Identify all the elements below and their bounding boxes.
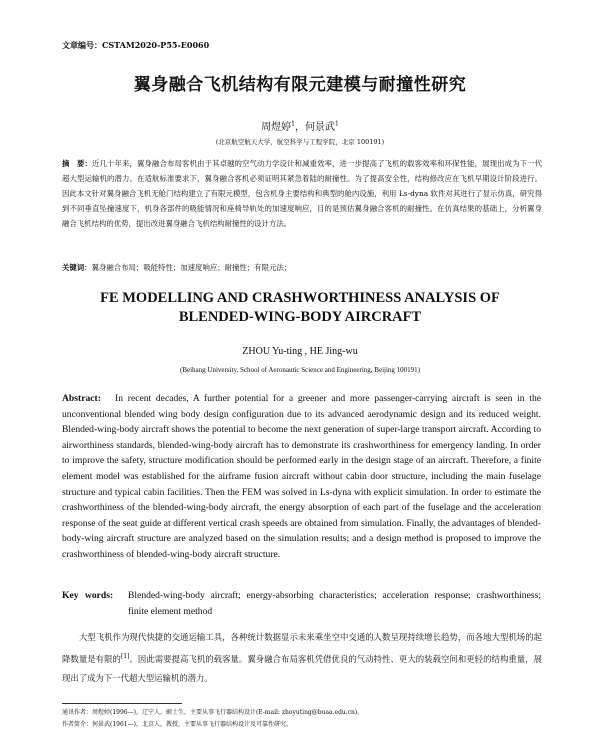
english-abstract	[62, 391, 541, 563]
introduction-text-2: 。因此需要提高飞机的载客量。翼身融合布局客机凭借优良的气动特性、更大的装载空间和更轻的结构重量，展现出了成为下一代超大型运输机的潜力。	[62, 653, 542, 683]
document-id: 文章编号：CSTAM2020-P55-E0060	[62, 40, 210, 50]
footnote-divider	[62, 703, 182, 704]
footnote-corresponding-author: 通讯作者：周煜婷(1996—)，辽宁人，硕士生，主要从事飞行器结构设计(E-mail: zhoyuting@buaa.edu.cn)。	[62, 709, 364, 716]
english-abstract-label: Abstract:	[62, 393, 101, 404]
chinese-abstract	[62, 156, 542, 231]
english-keywords-label: Key words:	[62, 590, 114, 601]
english-keywords-text: Blended-wing-body aircraft; energy-absorbing characteristics; acceleration response; crashworthiness; finite element method	[128, 590, 541, 617]
chinese-keywords-text: 翼身融合布局；吸能特性；加速度响应；耐撞性；有限元法；	[91, 263, 292, 272]
chinese-title: 翼身融合飞机结构有限元建模与耐撞性研究	[133, 75, 467, 95]
chinese-affiliation: (北京航空航天大学，航空科学与工程学院，北京 100191)	[215, 138, 385, 146]
author-2-affil-mark: 1	[335, 120, 339, 128]
chinese-abstract-label: 摘 要：	[62, 159, 93, 168]
author-2-name: 何景武	[305, 122, 335, 133]
author-1-name: 周煜婷	[261, 122, 292, 133]
chinese-abstract-text: 近几十年来，翼身融合布局客机由于其卓越的空气动力学设计和减重效率，进一步提高了飞机的载客效率和环保性能，展现出成为下一代超大型运输机的潜力。在适航标准要求下，翼身融合客机必须证明其紧急着陆的耐撞性。为了提高安全性，结构修改应在飞机早期设计阶段进行。因此本文针对翼身融合飞机无舱门结构建立了有限元模型，包含机身主要结构和典型的舱内设施，利用 Ls-dyna 软件对其进行了显示仿真，研究得到不同垂直坠撞速度下，机身各部件的吸能情况和座椅导轨处的加速度响应，目的是预估翼身融合客机的耐撞性。在仿真结果的基础上，分析翼身融合飞机结构的优势，提出改进翼身融合飞机结构耐撞性的设计方法。	[62, 159, 542, 228]
author-separator: ，	[295, 122, 305, 133]
chinese-keywords-label: 关键词：	[62, 263, 92, 272]
introduction-paragraph	[62, 628, 542, 688]
citation-marker: [1]	[120, 653, 130, 660]
english-title	[0, 289, 600, 327]
english-authors: ZHOU Yu-ting , HE Jing-wu	[242, 346, 358, 357]
english-affiliation: (Beihang University, School of Aeronautic Science and Engineering, Beijing 100191)	[179, 366, 421, 374]
author-1-affil-mark: 1	[291, 120, 295, 128]
chinese-keywords	[62, 262, 542, 273]
chinese-authors	[0, 118, 600, 133]
english-keywords	[62, 588, 541, 619]
english-title-line-1: FE MODELLING AND CRASHWORTHINESS ANALYSIS OF	[100, 290, 500, 306]
english-title-line-2: BLENDED-WING-BODY AIRCRAFT	[178, 309, 422, 325]
footnotes	[62, 707, 542, 731]
introduction-text-1: 大型飞机作为现代快捷的交通运输工具，各种统计数据显示未来乘坐空中交通的人数呈现持续增长趋势，而各地大型机场的起降数量是有限的	[62, 632, 542, 664]
english-abstract-text: In recent decades, A further potential for a greener and more passenger-carrying aircraft is seen in the unconventional blended wing body design configuration due to its advanced aerodynamic design and its reduced weight. Blended-wing-body aircraft shows the potential to become the next generation of super-large transport aircraft. According to airworthiness standards, blended-wing-body aircraft has to demonstrate its crashworthiness for emergency landing. In order to improve the safety, structure modification should be performed early in the design stage of an aircraft. Therefore, a finite element model was established for the airframe fusion aircraft without cabin door structure, including the main fuselage structure and typical cabin facilities. Then the FEM was solved in Ls-dyna with explicit simulation. In order to estimate the crashworthiness of the blended-wing-body aircraft, the energy absorption of each part of the fuselage and the acceleration response of the seat guide at different vertical crash speeds are obtained from simulation. Finally, the advantages of blended-body-wing aircraft structure are analyzed based on the simulation results; and a design method is proposed to improve the crashworthiness of blended-wing-body aircraft structure.	[62, 393, 541, 560]
footnote-author-bio: 作者简介：何景武(1961—)，北京人，教授，主要从事飞行器结构设计及可靠性研究。	[62, 721, 292, 728]
